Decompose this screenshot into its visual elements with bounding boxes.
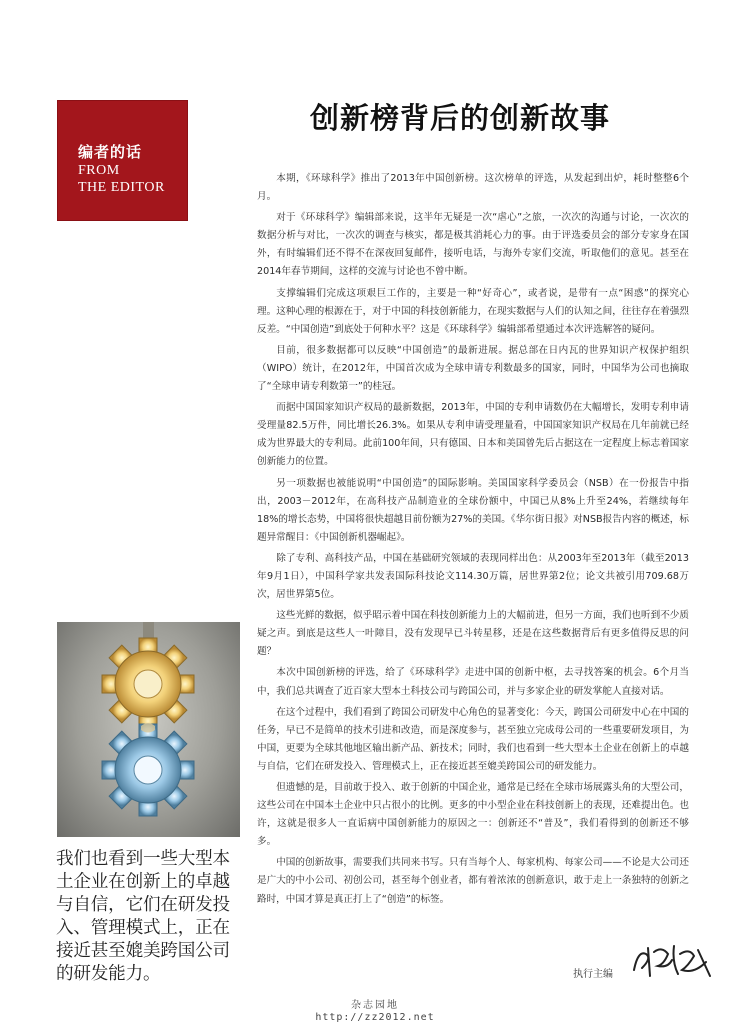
paragraph: 在这个过程中，我们看到了跨国公司研发中心角色的显著变化：今天，跨国公司研发中心在中国的任务，早已不是简单的技术引进和改造，而是深度参与，甚至独立完成母公司的一些重要研发项目，为中国，更要为全球其他地区输出新产品、新技术；同时，我们也看到一些大型本土企业在创新上的卓越与自信，它们在研发投入、管理模式上，正在接近甚至媲美跨国公司的研发能力。	[257, 706, 689, 772]
paragraph: 而据中国国家知识产权局的最新数据，2013年，中国的专利申请数仍在大幅增长，发明专利申请受理量82.5万件，同比增长26.3%。如果从专利申请受理量看，中国国家知识产权局在几年前就已经成为世界最大的专利局。此前100年间，只有德国、日本和美国曾先后占据这在一定程度上标志着国家创新能力的位置。	[257, 402, 689, 468]
paragraph: 这些光鲜的数据，似乎昭示着中国在科技创新能力上的大幅前进，但另一方面，我们也听到不少质疑之声。到底是这些人一叶障目，没有发现早已斗转星移，还是在这些数据背后有更多值得反思的问题？	[257, 610, 689, 658]
paragraph: 对于《环球科学》编辑部来说，这半年无疑是一次“虐心”之旅，一次次的沟通与讨论，一次次的数据分析与对比，一次次的调查与核实，都是极其消耗心力的事。由于评选委员会的部分专家身在国外，有时编辑们还不得不在深夜回复邮件，接听电话，与海外专家们交流，听取他们的意见。甚至在2014年春节期间，这样的交流与讨论也不曾中断。	[257, 212, 689, 278]
signature-label: 执行主编	[573, 969, 613, 980]
editor-note-label-en-2: THE EDITOR	[78, 180, 165, 195]
article-body	[257, 170, 689, 912]
footer-site-name: 杂志园地	[351, 1000, 399, 1011]
paragraph: 但遗憾的是，目前敢于投入、敢于创新的中国企业，通常是已经在全球市场展露头角的大型公司，这些公司在中国本土企业中只占很小的比例。更多的中小型企业在科技创新上的表现，还难提出色。也许，这就是很多人一直诟病中国创新能力的原因之一：创新还不“普及”，我们看得到的创新还不够多。	[257, 782, 689, 848]
gear-bulb-icon	[57, 622, 240, 837]
footer-url: http://zz2012.net	[315, 1012, 435, 1023]
paragraph: 中国的创新故事，需要我们共同来书写。只有当每个人、每家机构、每家公司——不论是大公司还是广大的中小公司、初创公司，甚至每个创业者，都有着浓浓的创新意识，敢于走上一条独特的创新之路时，中国才算是真正打上了“创造”的标签。	[257, 857, 689, 905]
paragraph: 除了专利、高科技产品，中国在基础研究领域的表现同样出色：从2003年至2013年（截至2013年9月1日），中国科学家共发表国际科技论文114.30万篇，居世界第2位；论文共被引用709.68万次，居世界第5位。	[257, 552, 689, 601]
editor-note-label-en-1: FROM	[78, 163, 120, 178]
gear-bulb-photo	[57, 622, 240, 837]
paragraph: 另一项数据也被能说明“中国创造”的国际影响。美国国家科学委员会（NSB）在一份报告中指出，2003－2012年，在高科技产品制造业的全球份额中，中国已从8%上升至24%，若继续每年18%的增长态势，中国将很快超越目前份额为27%的美国。《华尔街日报》对NSB报告内容的概述，标题异常醒目：《中国创新机器崛起》。	[257, 477, 689, 543]
footer-watermark	[300, 1000, 450, 1024]
pull-quote: 我们也看到一些大型本土企业在创新上的卓越与自信，它们在研发投入、管理模式上，正在接近甚至媲美跨国公司的研发能力。	[56, 849, 230, 984]
editor-note-label-box	[58, 101, 187, 220]
article-title: 创新榜背后的创新故事	[310, 101, 611, 135]
paragraph: 本期，《环球科学》推出了2013年中国创新榜。这次榜单的评选，从发起到出炉，耗时整整6个月。	[257, 173, 689, 203]
editor-note-label-cn: 编者的话	[78, 143, 143, 161]
paragraph: 目前，很多数据都可以反映“中国创造”的最新进展。据总部在日内瓦的世界知识产权保护组织（WIPO）统计，在2012年，中国首次成为全球申请专利数最多的国家，同时，中国华为公司也摘取了“全球申请专利数第一”的桂冠。	[257, 344, 689, 393]
paragraph: 本次中国创新榜的评选，给了《环球科学》走进中国的创新中枢，去寻找答案的机会。6个月当中，我们总共调查了近百家大型本土科技公司与跨国公司，并与多家企业的研发掌舵人直接对话。	[257, 667, 689, 697]
paragraph: 支撑编辑们完成这项艰巨工作的，主要是一种“好奇心”，或者说，是带有一点“困惑”的探究心理。这种心理的根源在于，对于中国的科技创新能力，在现实数据与人们的认知之间，往往存在着强烈反差。“中国创造”到底处于何种水平？这是《环球科学》编辑部希望通过本次评选解答的疑问。	[257, 287, 689, 335]
handwritten-signature	[628, 940, 714, 982]
